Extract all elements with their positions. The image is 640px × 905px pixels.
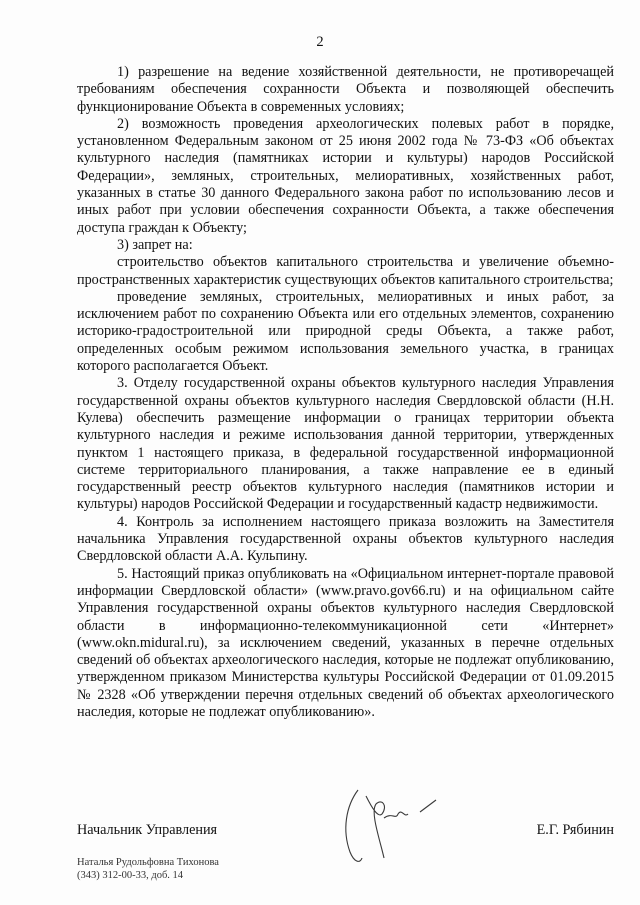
paragraph-1-1: 1) разрешение на ведение хозяйственной деятельности, не противоречащей требованиям обеспечения сохранности Объекта и позволяющей обеспечить функционирование Объекта в современных условиях; [77, 64, 614, 115]
contact-block [77, 856, 219, 882]
paragraph-4: 4. Контроль за исполнением настоящего приказа возложить на Заместителя начальника Управления государственной охраны объектов культурного наследия Свердловской области А.А. Кульпину. [77, 513, 614, 565]
executor-phone: (343) 312-00-33, доб. 14 [77, 870, 184, 881]
paragraph-1-2: 2) возможность проведения археологических полевых работ в порядке, установленном Федеральным законом от 25 июня 2002 года № 73-ФЗ «Об объектах культурного наследия (памятниках истории и культуры) народов Российской Федерации», земляных, строительных, мелиоративных, хозяйственных работ, указанных в статье 30 данного Федерального закона работ по использованию лесов и иных работ при условии обеспечения сохранности Объекта, а также обеспечения доступа граждан к Объекту; [77, 115, 614, 236]
paragraph-3: 3. Отделу государственной охраны объектов культурного наследия Управления государственной охраны объектов культурного наследия Свердловской области (Н.Н. Кулева) обеспечить размещение информации о границах территории объекта культурного наследия и режиме использования данной территории, утвержденных пунктом 1 настоящего приказа, в федеральной государственной информационной системе территориального планирования, а также направление ее в единый государственный реестр объектов культурного наследия (памятников истории и культуры) народов Российской Федерации и государственный кадастр недвижимости. [77, 375, 614, 513]
page-number: 2 [316, 34, 324, 50]
handwritten-signature [338, 778, 458, 868]
paragraph-1-3: 3) запрет на: [117, 236, 193, 253]
paragraph-1-3-b: проведение земляных, строительных, мелиоративных и иных работ, за исключением работ по сохранению Объекта или его отдельных элементов, сохранению историко-градостроительной или природной среды Объекта, а также работ, определенных особым режимом использования земельного участка, в границах которого располагается Объект. [77, 288, 614, 375]
signatory-title: Начальник Управления [77, 822, 218, 838]
executor-name: Наталья Рудольфовна Тихонова [77, 857, 219, 868]
document-body [77, 64, 614, 721]
paragraph-1-3-a: строительство объектов капитального строительства и увеличение объемно-пространственных характеристик существующих объектов капитального строительства; [77, 254, 614, 288]
signatory-name: Е.Г. Рябинин [536, 822, 614, 838]
paragraph-5: 5. Настоящий приказ опубликовать на «Официальном интернет-портале правовой информации Свердловской области» (www.pravo.gov66.ru) и на официальном сайте Управления государственной охраны объектов культурного наследия Свердловской области в информационно-телекоммуникационной сети «Интернет» (www.okn.midural.ru), за исключением сведений, указанных в перечне отдельных сведений об объектах археологического наследия, которые не подлежат опубликованию, утвержденном приказом Министерства культуры Российской Федерации от 01.09.2015 № 2328 «Об утверждении перечня отдельных сведений об объектах археологического наследия, которые не подлежат опубликованию». [77, 565, 614, 720]
